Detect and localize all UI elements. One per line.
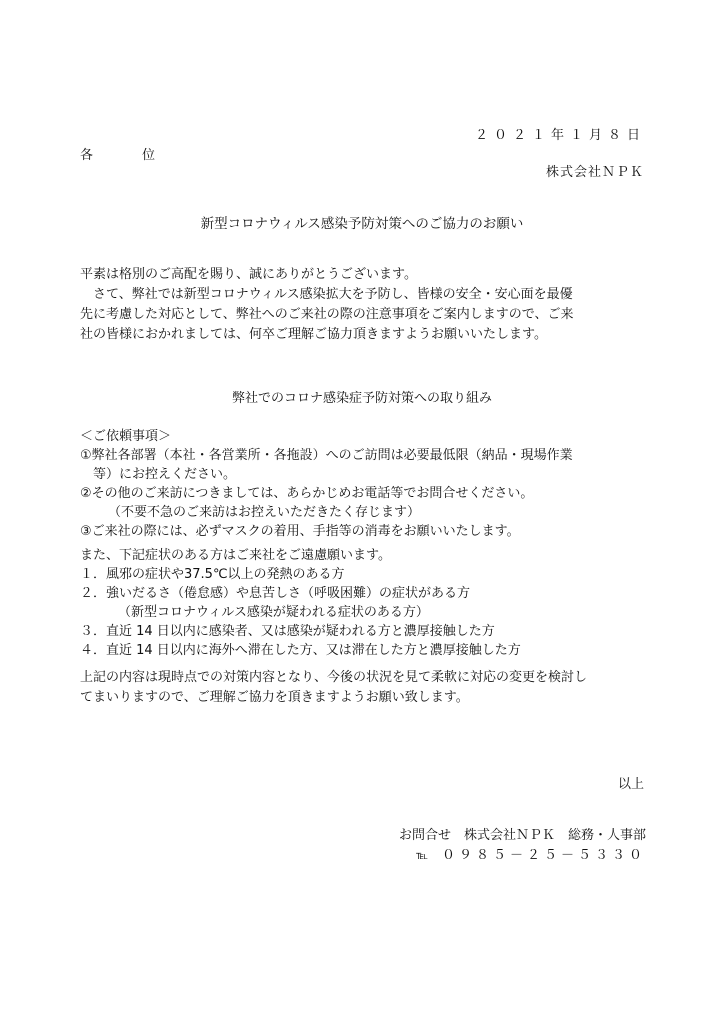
request-list [80,427,650,541]
greeting-paragraph [80,265,650,345]
symptom-item-4: ４．直近 14 日以内に海外へ滞在した方、又は滞在した方と濃厚接触した方 [80,643,521,658]
greeting-line: 社の皆様におかれましては、何卒ご理解ご協力頂きますようお願いいたします。 [80,327,547,342]
request-item-1-cont: 等）にお控えください。 [93,467,237,482]
section-subtitle: 弊社でのコロナ感染症予防対策への取り組み [231,391,492,406]
request-item-1: ①弊社各部署（本社・各営業所・各拖設）へのご訪問は必要最低限（納品・現場作業 [80,448,573,463]
document-title: 新型コロナウィルス感染予防対策へのご協力のお願い [200,216,524,232]
symptom-item-2: ２．強いだるさ（倦怠感）や息苦しさ（呼吸困難）の症状がある方 [80,586,471,601]
addressee: 各 位 [80,148,174,163]
request-heading: ＜ご依頼事項＞ [80,429,172,444]
greeting-line: さて、弊社では新型コロナウィルス感染拡大を予防し、皆様の安全・安心面を最優 [93,287,573,302]
contact-phone [416,846,646,865]
symptom-item-3: ３．直近 14 日以内に感染者、又は感染が疑われる方と濃厚接触した方 [80,624,495,639]
document-date: ２０２１年１月８日 [474,128,646,143]
telephone-icon: ℡ [416,849,428,862]
symptom-item-1: １．風邪の症状や37.5℃以上の発熱のある方 [80,567,345,582]
phone-number: ０９８５－２５－５３３０ [441,848,646,863]
closing-paragraph [80,668,660,708]
symptom-item-2-note: （新型コロナウィルス感染が疑われる症状のある方） [118,605,429,620]
request-item-2: ②その他のご来訪につきましては、あらかじめお電話等でお問合せください。 [80,486,534,501]
request-item-3: ③ご来社の際には、必ずマスクの着用、手指等の消毒をお願いいたします。 [80,524,520,539]
symptom-intro: また、下記症状のある方はご来社をご遠慮願います。 [80,548,391,563]
greeting-line: 先に考慮した対応として、弊社へのご来社の際の注意事項をご案内しますので、ご来 [80,307,574,322]
sender-company: 株式会社ＮＰＫ [545,165,644,180]
symptom-list [80,546,660,660]
request-item-2-note: （不要不急のご来訪はお控えいただきたく存じます） [108,505,421,520]
closing-mark: 以上 [617,777,644,792]
contact-info: お問合せ 株式会社ＮＰＫ 総務・人事部 [398,828,646,843]
greeting-line: 平素は格別のご高配を賜り、誠にありがとうございます。 [80,267,417,282]
closing-line: 上記の内容は現時点での対策内容となり、今後の状況を見て柔軟に対応の変更を検討し [80,670,588,685]
closing-line: てまいりますので、ご理解ご協力を頂きますようお願い致します。 [80,690,469,705]
